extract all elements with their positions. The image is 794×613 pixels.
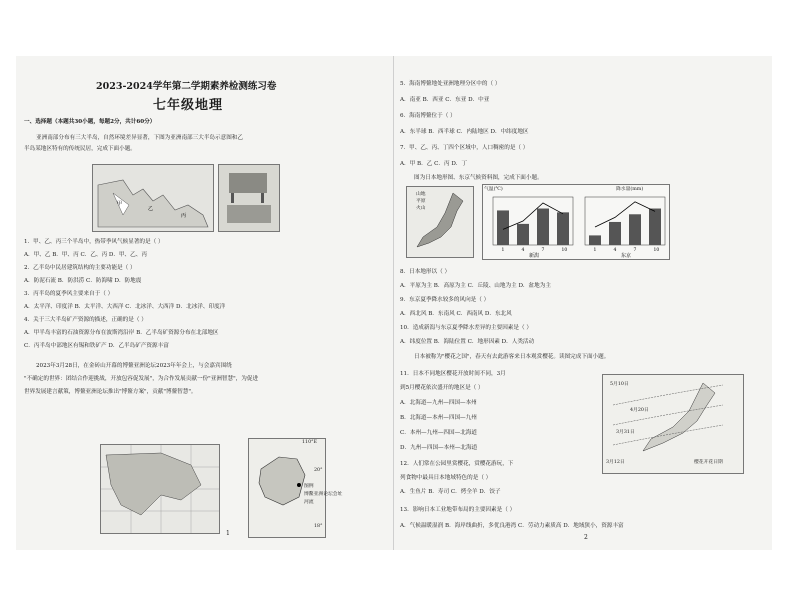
question-line: 3．丙半岛的夏季风主要来自于（ ） [24, 291, 114, 297]
left-page [16, 56, 394, 550]
intro-line: 图为日本地形图、东京气候资料图，完成下面小题。 [414, 175, 543, 181]
svg-text:乙: 乙 [148, 206, 154, 212]
legend-item: 平原 [416, 199, 426, 204]
exam-subtitle: 七年级地理 [153, 98, 224, 113]
question-line: 7．甲、乙、丙、丁四个区域中，人口稠密的是（ ） [400, 145, 529, 151]
map-label: 3月12日 [606, 460, 625, 465]
question-line: 5．海南博鳌地处亚洲地理分区中的（ ） [400, 81, 501, 87]
options-line: A．东半球 B．西半球 C．内陆地区 D．中纬度地区 [400, 129, 529, 135]
question-line: 10．造成新潟与东京夏季降水差异的主要因素是（ ） [400, 325, 532, 331]
question-line: 4．关于三大半岛矿产资源的描述，正确的是（ ） [24, 317, 147, 323]
options-line: A．甲、乙 B．甲、丙 C．乙、丙 D．甲、乙、丙 [24, 252, 147, 258]
options-line: A．生鱼片 B．寿司 C．烤全羊 D．饺子 [400, 489, 501, 495]
passage-line: 世界发展建言献策，博鳌亚洲论坛推出"博鳌方案"，贡献"博鳌智慧"。 [24, 389, 197, 395]
precip-bar [609, 222, 621, 245]
exam-title: 2023-2024学年第二学期素养检测练习卷 [96, 81, 277, 92]
options-line: A．太平洋、印度洋 B．太平洋、大西洋 C．北冰洋、大西洋 D．北冰洋、印度洋 [24, 304, 226, 310]
stilt-house-drawing [219, 165, 279, 231]
options-line: A．南亚 B．西亚 C．东亚 D．中亚 [400, 97, 490, 103]
passage-line: 日本被称为"樱花之国"，春天有去此游客来日本观赏樱花。读图完成下面小题。 [414, 354, 610, 360]
question-line: 列食物中最具日本地域特色的是（ ） [400, 475, 492, 481]
options-line: A．纬度位置 B．海陆位置 C．地形因素 D．人类活动 [400, 339, 535, 345]
precip-bar [649, 209, 661, 245]
question-line: 2．乙半岛中民居建筑结构的主要功能是（ ） [24, 265, 136, 271]
question-line: 9．东京夏季降水较多的风向是（ ） [400, 297, 490, 303]
passage-line: 2023年3月28日，在金砖山开幕的博鳌亚洲论坛2023年年会上，与会嘉宾围绕 [36, 363, 232, 369]
axis-label: 气温(℃) [484, 187, 503, 192]
question-line: 13．影响日本工业地带布局的主要因素是（ ） [400, 507, 516, 513]
precip-bar [537, 209, 549, 245]
question-line: 6．海南博鳌位于（ ） [400, 113, 456, 119]
month-tick: 4 [521, 248, 525, 253]
options-line: A．北海道—九州—四国—本州 [400, 400, 477, 406]
temperature-line [595, 202, 655, 227]
axis-label: 降水量(mm) [616, 187, 644, 192]
month-tick: 10 [561, 248, 568, 253]
section-heading: 一、选择题（本题共30小题，每题2分，共计60分） [24, 119, 156, 125]
question-line: 12．人们常在公园里赏樱花，赏樱花游玩，下 [400, 461, 514, 467]
options-line: B．北海道—本州—四国—九州 [400, 415, 477, 421]
precip-bar [589, 235, 601, 245]
question-line: 11．日本不同地区樱花开放时间不同，3月 [400, 371, 506, 377]
map-legend: 樱花开花日期 [694, 460, 723, 465]
question-line: 8．日本地形以（ ） [400, 269, 451, 275]
chart-city-label: 东京 [621, 253, 632, 259]
month-tick: 7 [541, 248, 545, 253]
map-label: 4月20日 [630, 408, 649, 413]
coord-label: 110°E [302, 440, 318, 445]
month-tick: 7 [633, 248, 637, 253]
month-tick: 10 [653, 248, 660, 253]
options-line: C．本州—九州—四国—北海道 [400, 430, 477, 436]
asia-grid-map [100, 444, 220, 534]
precip-bar [517, 224, 529, 245]
legend-item: 火山 [416, 206, 426, 211]
dwelling-photo [218, 164, 280, 232]
climate-charts [482, 184, 670, 260]
right-page [394, 56, 772, 550]
map-label: 3月31日 [616, 430, 635, 435]
options-line: D．九州—四国—本州—北海道 [400, 445, 478, 451]
hainan-map [248, 438, 326, 538]
options-line: C．丙半岛中部地区有锡和铁矿产 D．乙半岛矿产资源丰富 [24, 343, 169, 349]
intro-line: 亚洲南部分布有三大半岛，自然环境差异显著，下图为亚洲南部三大半岛示意图和乙 [36, 135, 243, 141]
options-line: A．防泥石流 B．防洪涝 C．防海啸 D．防地震 [24, 278, 142, 284]
map-drawing [93, 165, 213, 231]
legend-item: 博鳌亚洲论坛会址 [304, 492, 343, 497]
month-tick: 1 [593, 248, 597, 253]
options-line: A．西北风 B．东南风 C．西南风 D．东北风 [400, 311, 512, 317]
question-line: 到5月樱花依次盛开的地区是（ ） [400, 385, 484, 391]
intro-line: 半岛某地区特有的传统民居，完成下面小题。 [24, 146, 136, 152]
passage-line: "不确定的世界：团结合作迎挑战，开放包容促发展"，为合作发展贡献一份"亚洲智慧"，为促进 [24, 376, 259, 382]
legend-title: 图例 [304, 484, 314, 489]
question-line: 1．甲、乙、丙三个半岛中，热带季风气候显著的是（ ） [24, 239, 164, 245]
month-tick: 1 [501, 248, 505, 253]
options-line: A．甲 B．乙 C．丙 D．丁 [400, 161, 467, 167]
page-number: 1 [226, 530, 230, 537]
svg-text:丙: 丙 [181, 213, 187, 219]
climate-chart-svg [483, 185, 669, 259]
month-tick: 4 [613, 248, 617, 253]
legend-item: 山地 [416, 192, 426, 197]
options-line: A．平原为主 B．高原为主 C．丘陵、山地为主 D．盆地为主 [400, 283, 551, 289]
options-line: A．甲半岛丰富的石油资源分布在波斯湾沿岸 B．乙半岛矿资源分布在北部地区 [24, 330, 219, 336]
map-label: 5月10日 [610, 382, 629, 387]
options-line: A．气候温暖湿润 B．海岸线曲折，多优良港湾 C．劳动力素质高 D．地域狭小，资源丰富 [400, 523, 624, 529]
coord-label: 18° [314, 524, 323, 529]
precip-bar [557, 212, 569, 245]
svg-text:甲: 甲 [117, 201, 123, 207]
chart-city-label: 新潟 [529, 253, 540, 259]
grid-map-drawing [101, 445, 219, 533]
precip-bar [629, 214, 641, 245]
peninsulas-map [92, 164, 214, 232]
coord-label: 20° [314, 468, 323, 473]
page-number: 2 [584, 534, 588, 541]
legend-item: 河流 [304, 500, 314, 505]
temperature-line [503, 203, 563, 229]
